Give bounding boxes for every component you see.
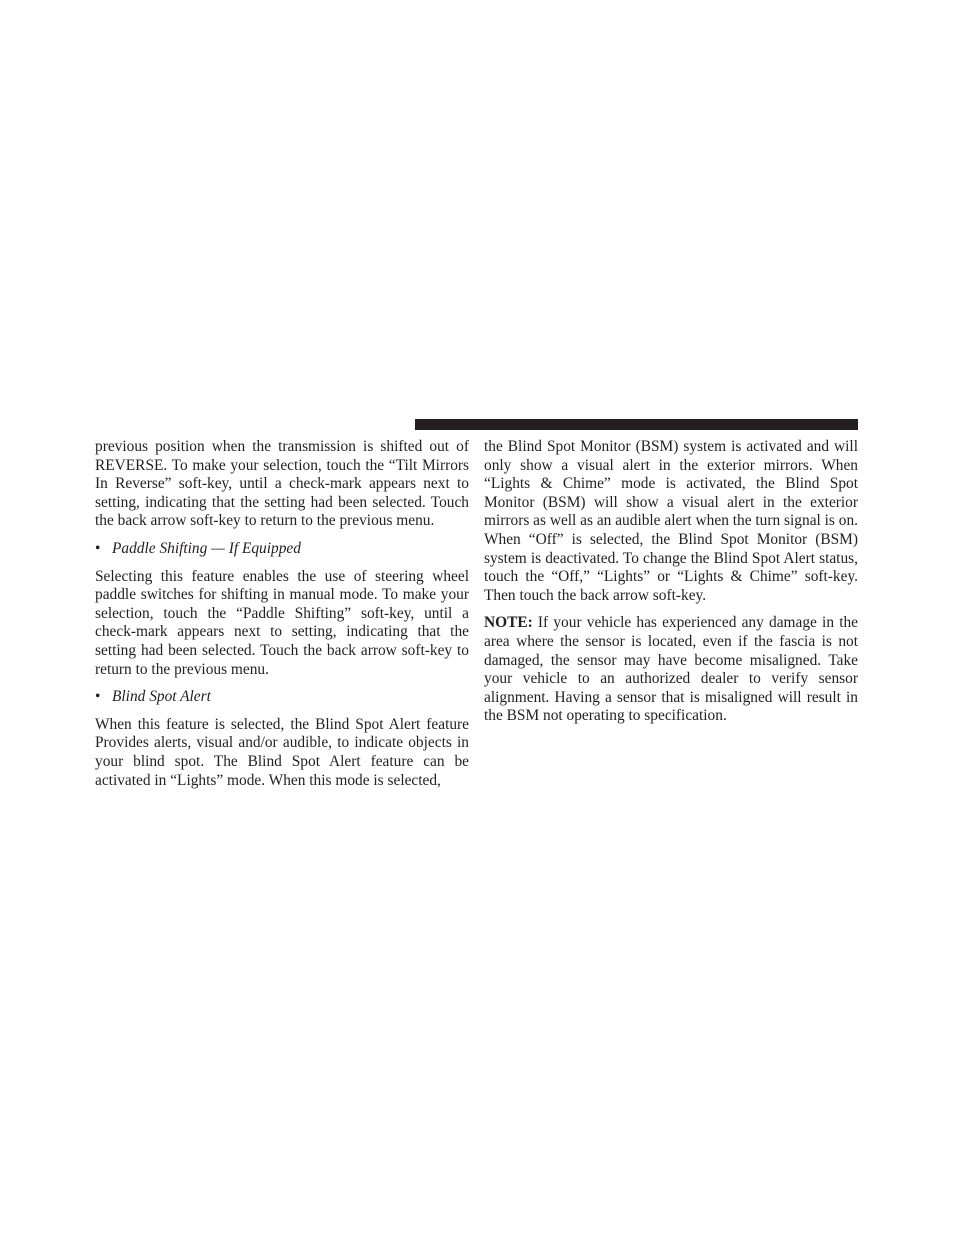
paddle-shifting-paragraph: Selecting this feature enables the use of steering wheel paddle switches for shifting in manual mode. To make your selection, touch the “Paddle Shifting” soft-key, until a check-mark appears next to setting, indicating that the setting had been selected. Touch the back arrow soft-key to return to the previous menu. (95, 567, 469, 678)
note-text: If your vehicle has experienced any damage in the area where the sensor is located, even if the fascia is not damaged, the sensor may have become misaligned. Take your vehicle to an authorized dealer to verify sensor alignment. Having a sensor that is misaligned will result in the BSM not operating to specification. (484, 614, 858, 725)
bullet-icon: • (95, 688, 101, 706)
paddle-shifting-heading (95, 540, 469, 559)
bsm-paragraph: the Blind Spot Monitor (BSM) system is activated and will only show a visual alert in the exterior mirrors. When “Lights & Chime” mode is activated, the Blind Spot Monitor (BSM) will show a visual alert in the exterior mirrors as well as an audible alert when the turn signal is on. When “Off” is selected, the Blind Spot Monitor (BSM) system is deactivated. To change the Blind Spot Alert status, touch the “Off,” “Lights” or “Lights & Chime” soft-key. Then touch the back arrow soft-key. (484, 438, 858, 604)
note-paragraph (484, 614, 858, 726)
blind-spot-alert-heading (95, 688, 469, 707)
section-header-bar (415, 419, 858, 430)
note-label: NOTE: (484, 614, 533, 632)
left-column (95, 438, 469, 799)
tilt-mirrors-paragraph: previous position when the transmission is shifted out of REVERSE. To make your selection, touch the “Tilt Mirrors In Reverse” soft-key, until a check-mark appears next to setting, indicating that the setting had been selected. Touch the back arrow soft-key to return to the previous menu. (95, 438, 469, 530)
paddle-shifting-heading-text: Paddle Shifting — If Equipped (112, 539, 301, 557)
blind-spot-alert-heading-text: Blind Spot Alert (112, 688, 211, 706)
blind-spot-alert-paragraph: When this feature is selected, the Blind Spot Alert feature Provides alerts, visual and/or audible, to indicate objects in your blind spot. The Blind Spot Alert feature can be activated in “Lights” mode. When this mode is selected, (95, 715, 469, 789)
right-column (484, 438, 858, 735)
bullet-icon: • (95, 539, 101, 557)
